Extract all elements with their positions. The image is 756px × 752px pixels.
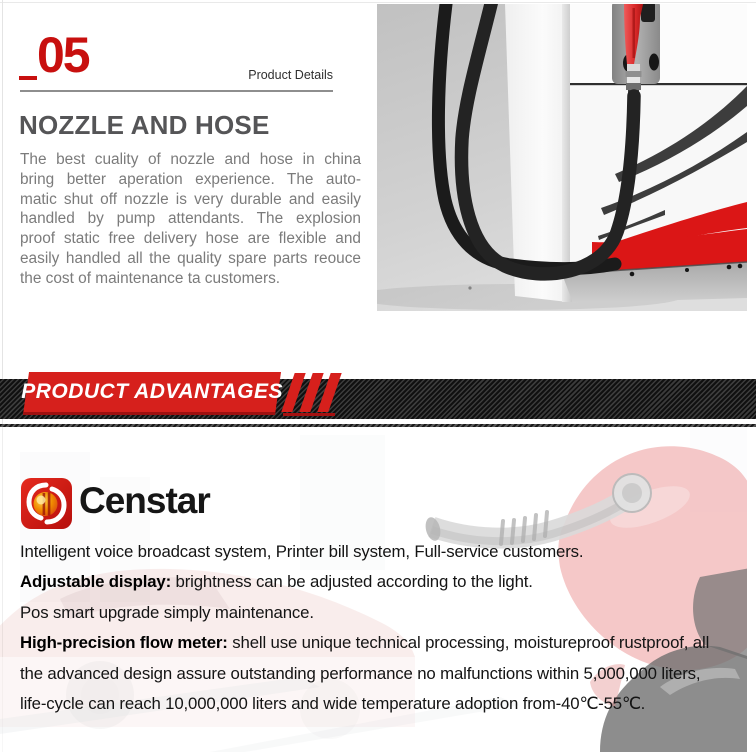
- paragraph-line: the cost of maintenance ta customers.: [20, 269, 281, 287]
- advantage-line-text: life-cycle can reach 10,000,000 liters and wide temperature adoption from-40℃-55℃.: [20, 693, 646, 713]
- advantages-section: [0, 427, 756, 752]
- paragraph-line: matic shut off nozzle is very durable and easily: [20, 190, 361, 208]
- paragraph-line: The best cuality of nozzle and hose in china: [20, 151, 361, 168]
- advantage-line: [20, 598, 709, 628]
- advantage-line-bold: Adjustable display:: [20, 572, 172, 592]
- page-top-edge: [0, 2, 756, 3]
- advantage-line: [20, 537, 709, 567]
- section-number: 05: [37, 27, 89, 83]
- advantage-line: [20, 628, 709, 658]
- section-label: Product Details: [248, 68, 333, 82]
- brand-name: Censtar: [79, 480, 210, 521]
- details-paragraph: [20, 150, 361, 289]
- advantage-line-text: Intelligent voice broadcast system, Printer bill system, Full-service customers.: [20, 542, 584, 561]
- advantage-line-text: shell use unique technical processing, moistureproof rustproof, all: [227, 633, 710, 653]
- banner-slashes-icon: [288, 373, 335, 412]
- advantage-line-text: brightness can be adjusted according to the light.: [171, 572, 533, 592]
- paragraph-line: bring better aperation experience. The auto-: [20, 170, 361, 188]
- advantage-line: [20, 567, 709, 597]
- nozzle-hose-photo: [377, 4, 747, 311]
- advantages-banner: [21, 372, 284, 415]
- details-heading: NOZZLE AND HOSE: [19, 110, 270, 140]
- advantages-text: [20, 537, 709, 719]
- advantages-banner-label: PRODUCT ADVANTAGES: [21, 380, 284, 403]
- paragraph-line: easily handled all the quality spare parts reouce: [20, 249, 361, 267]
- advantage-line-text: the advanced design assure outstanding performance no malfunctions within 5,000,000 liters,: [20, 663, 701, 683]
- paragraph-line: proof static free delivery hose are flexible and: [20, 230, 361, 248]
- section-rule: [20, 90, 333, 92]
- banner-slash-underline: [283, 413, 335, 416]
- section-number-dash: [19, 76, 37, 80]
- advantage-line: [20, 659, 709, 689]
- paragraph-line: handled by pump attendants. The explosion: [20, 210, 361, 228]
- advantage-line-bold: High-precision flow meter:: [20, 633, 228, 653]
- censtar-logo-icon: [20, 477, 73, 530]
- advantage-line: [20, 689, 709, 719]
- advantage-line-text: Pos smart upgrade simply maintenance.: [20, 602, 314, 622]
